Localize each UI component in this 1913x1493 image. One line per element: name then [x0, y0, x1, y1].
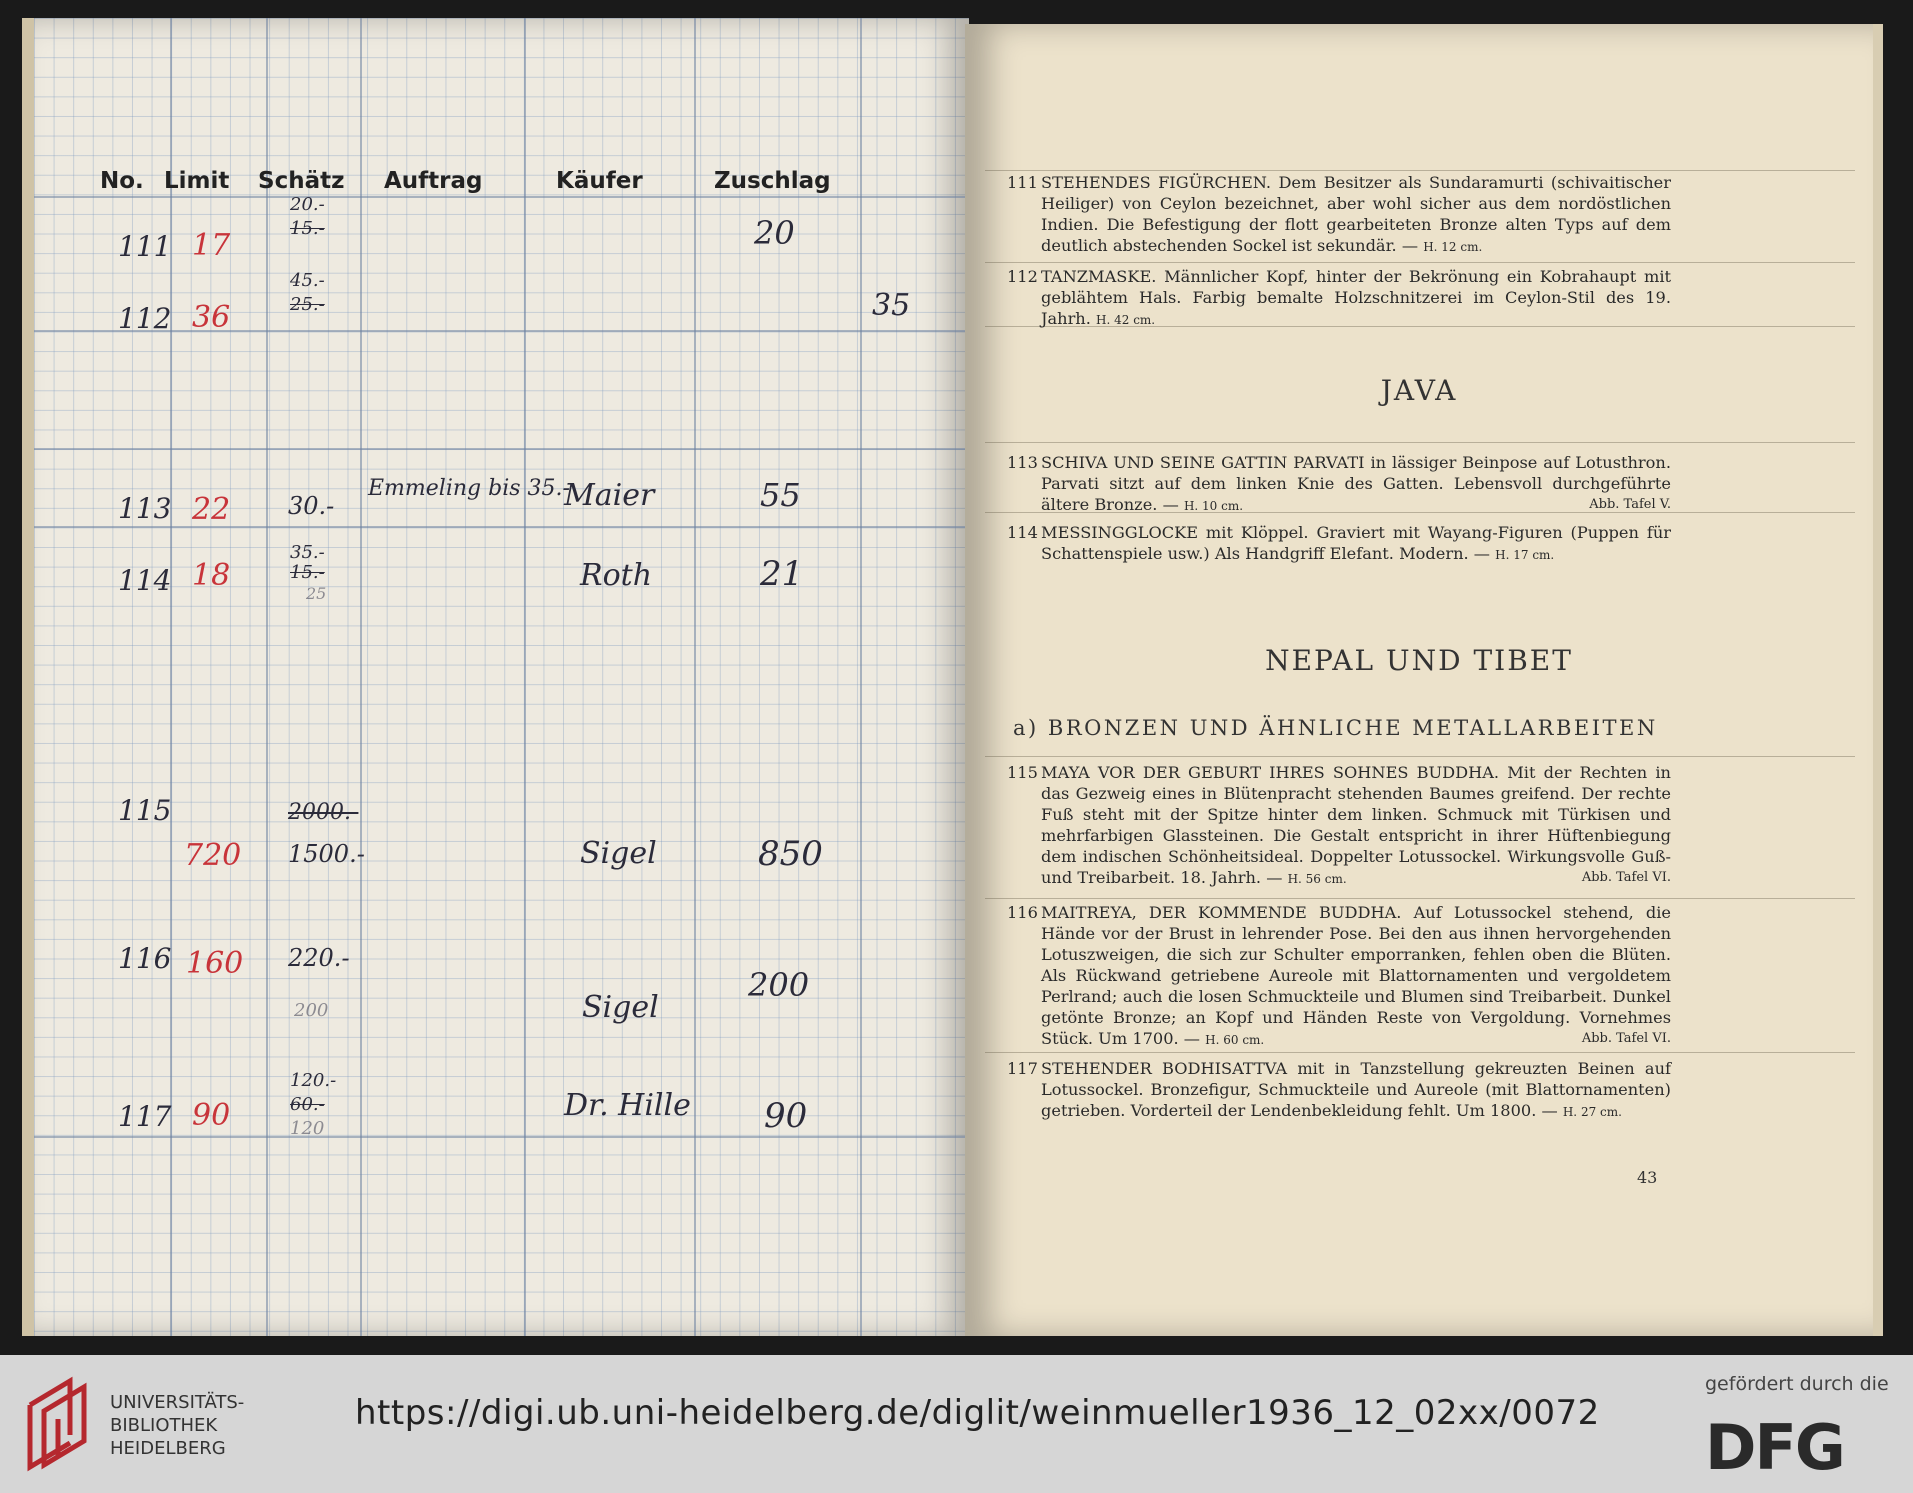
col-header-kaeufer: Käufer	[556, 168, 643, 194]
ledger-schaetz-old-115: 2000.-	[288, 800, 359, 825]
ledger-schaetz-old-114: 15.-	[290, 562, 325, 583]
page-number: 43	[1637, 1168, 1658, 1187]
catalog-entry-111: 111 STEHENDES FIGÜRCHEN. Dem Besitzer als Sundaramurti (schivaitischer Heiliger) von Ceylon bezeichnet, aber wohl sicher aus dem nordöstlichen Indien. Die Befestigung der flott gearbeiteten Bronze alten Typs auf dem deutlich abstechenden Sockel ist sekundär. — H. 12 cm.	[1007, 173, 1671, 255]
ledger-kaeufer-114: Roth	[580, 558, 653, 593]
ledger-schaetz-new-111: 20.-	[290, 194, 325, 215]
catalog-entry-117: 117 STEHENDER BODHISATTVA mit in Tanzstellung gekreuzten Beinen auf Lotussockel. Bronzefigur, Schmuckteile und Aureole (mit Blattornamenten) getrieben. Vorderteil der Lendenbekleidung fehlt. Um 1800. — H. 27 cm.	[1007, 1059, 1671, 1120]
ledger-limit-112: 36	[192, 300, 231, 335]
ledger-schaetz-note-117: 120	[290, 1118, 325, 1139]
ledger-zuschlag-114: 21	[760, 554, 804, 594]
ledger-kaeufer-115: Sigel	[580, 836, 657, 871]
ledger-limit-117: 90	[192, 1098, 231, 1133]
ledger-no-117: 117	[118, 1100, 172, 1133]
ledger-schaetz-new-116: 220.-	[288, 944, 350, 972]
viewer-footer	[0, 1355, 1913, 1493]
col-header-limit: Limit	[164, 168, 230, 194]
ledger-limit-111: 17	[192, 228, 231, 263]
funding-caption: gefördert durch die	[1705, 1373, 1889, 1395]
ledger-kaeufer-117: Dr. Hille	[564, 1088, 691, 1123]
ledger-schaetz-note-116: 200	[294, 1000, 329, 1021]
col-header-zuschlag: Zuschlag	[714, 168, 831, 194]
catalog-entry-115: 115 MAYA VOR DER GEBURT IHRES SOHNES BUDDHA. Mit der Rechten in das Gezweig eines in Blütenpracht stehenden Baumes greifend. Der rechte Fuß steht mit der Spitze hinter dem linken. Schmuck mit Türkisen und mehrfarbigen Glassteinen. Die Gestalt entspricht in ihrer Hüftenbiegung dem indischen Schönheitsideal. Doppelter Lotussockel. Wirkungsvolle Guß- und Treibarbeit. 18. Jahrh. — H. 56 cm. Abb. Tafel VI.	[1007, 763, 1671, 887]
dfg-logo[interactable]: DFG	[1705, 1411, 1844, 1484]
ledger-zuschlag-113: 55	[760, 476, 801, 514]
ledger-schaetz-old-112: 25.-	[290, 294, 325, 315]
catalog-entry-116: 116 MAITREYA, DER KOMMENDE BUDDHA. Auf Lotussockel stehend, die Hände vor der Brust in lehrender Pose. Bei den aus ihnen hervorgehenden Lotuszweigen, die sich zur Schulter emporranken, fehlen oben die Blüten. Als Rückwand getriebene Aureole mit Blattornamenten und vergoldetem Perlrand; auch die losen Schmuckteile und Blumen sind Treibarbeit. Dunkel getönte Bronze; an Kopf und Händen Reste von Vergoldung. Vornehmes Stück. Um 1700. — H. 60 cm. Abb. Tafel VI.	[1007, 903, 1671, 1048]
ledger-kaeufer-116: Sigel	[582, 990, 659, 1025]
ledger-schaetz-old-117: 60.-	[290, 1094, 325, 1115]
ledger-limit-113: 22	[192, 492, 231, 527]
ledger-schaetz-new-114: 35.-	[290, 542, 325, 563]
ub-heidelberg-logo-icon[interactable]	[18, 1375, 96, 1475]
ledger-zuschlag-112: 35	[872, 288, 911, 323]
ledger-limit-114: 18	[192, 558, 231, 593]
col-header-auftrag: Auftrag	[384, 168, 483, 194]
ledger-no-113: 113	[118, 492, 172, 525]
ledger-zuschlag-117: 90	[764, 1096, 808, 1136]
heading-java: JAVA	[1380, 374, 1458, 407]
ledger-limit-116: 160	[186, 946, 244, 981]
ledger-zuschlag-115: 850	[758, 834, 823, 874]
heading-nepal-tibet: NEPAL UND TIBET	[1265, 644, 1573, 677]
ledger-schaetz-new-112: 45.-	[290, 270, 325, 291]
ledger-no-114: 114	[118, 564, 172, 597]
catalog-entry-114: 114 MESSINGGLOCKE mit Klöppel. Graviert mit Wayang-Figuren (Puppen für Schattenspiele usw.) Als Handgriff Elefant. Modern. — H. 17 cm.	[1007, 523, 1671, 563]
permalink-url[interactable]: https://digi.ub.uni-heidelberg.de/diglit/weinmueller1936_12_02xx/0072	[355, 1393, 1600, 1433]
ledger-schaetz-new-117: 120.-	[290, 1070, 337, 1091]
ledger-zuschlag-116: 200	[748, 966, 810, 1004]
ledger-schaetz-old-111: 15.-	[290, 218, 325, 239]
ledger-auftrag-113: Emmeling bis 35.-	[368, 476, 570, 501]
ledger-limit-115: 720	[184, 838, 242, 873]
catalog-entry-113: 113 SCHIVA UND SEINE GATTIN PARVATI in lässiger Beinpose auf Lotusthron. Parvati sitzt auf dem linken Knie des Gatten. Lebensvoll durchgeführte ältere Bronze. — H. 10 cm. Abb. Tafel V.	[1007, 453, 1671, 514]
library-name-line-1: UNIVERSITÄTS-	[110, 1392, 245, 1413]
ledger-zuschlag-111: 20	[754, 214, 795, 252]
ledger-schaetz-note-114: 25	[306, 584, 327, 603]
col-header-no: No.	[100, 168, 144, 194]
catalog-page	[965, 24, 1883, 1336]
ledger-schaetz-new-115: 1500.-	[288, 840, 365, 868]
subheading-bronzen: a) BRONZEN UND ÄHNLICHE METALLARBEITEN	[1013, 716, 1658, 740]
ledger-page	[22, 18, 969, 1336]
ledger-no-116: 116	[118, 942, 172, 975]
library-name-line-3: HEIDELBERG	[110, 1438, 226, 1459]
ledger-kaeufer-113: Maier	[564, 478, 655, 513]
ledger-schaetz-new-113: 30.-	[288, 492, 335, 520]
ledger-no-112: 112	[118, 302, 172, 335]
catalog-entry-112: 112 TANZMASKE. Männlicher Kopf, hinter der Bekrönung ein Kobrahaupt mit geblähtem Hals. Farbig bemalte Holzschnitzerei im Ceylon-Stil des 19. Jahrh. H. 42 cm.	[1007, 267, 1671, 328]
col-header-schaetz: Schätz	[258, 168, 345, 194]
ledger-no-111: 111	[118, 230, 172, 263]
ledger-no-115: 115	[118, 794, 172, 827]
library-name-line-2: BIBLIOTHEK	[110, 1415, 218, 1436]
